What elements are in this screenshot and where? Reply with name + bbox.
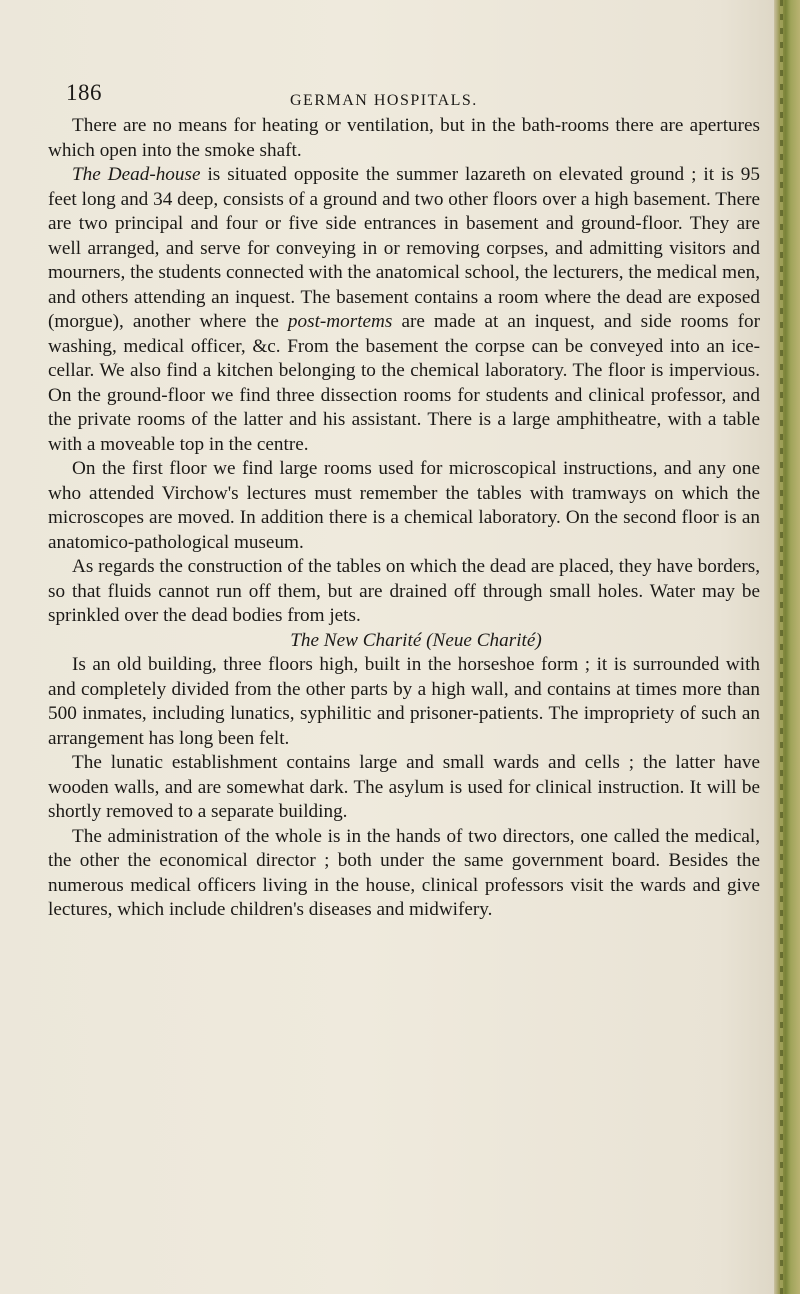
text-run: is situated opposite the summer lazareth on elevated ground ; it is 95 feet long and 34 deep, consists of a ground and two other floors over a high basement. There are two principal and four or five side entrances in basement and ground-floor. They are well arranged, and serve for conveying in or removing corpses, and admitting visitors and mourners, the students connected with the anatomical school, the lecturers, the medical men, and others attending an inquest. The basement contains a room where the dead are exposed (morgue), another where the [48,164,760,332]
paragraph [48,653,760,751]
italic-text-run: post-mortems [287,311,393,332]
text-run: The administration of the whole is in the hands of two directors, one called the medical, the other the economical director ; both under the same government board. Besides the numerous medical officers living in the house, clinical professors visit the wards and give lectures, which include children's diseases and midwifery. [48,825,760,920]
page-number: 186 [66,80,102,105]
text-run: As regards the construction of the tables on which the dead are placed, they have borders, so that fluids cannot run off them, but are drained off through small holes. Water may be sprinkled over the dead bodies from jets. [48,556,760,626]
text-run: On the first floor we find large rooms used for microscopical instructions, and any one who attended Virchow's lectures must remember the tables with tramways on which the microscopes are moved. In addition there is a chemical laboratory. On the second floor is an anatomico-pathological museum. [48,458,760,553]
paragraph [48,555,760,629]
paragraph [48,825,760,923]
italic-text-run: The Dead-house [72,164,201,185]
text-run: The lunatic establishment contains large and small wards and cells ; the latter have wooden walls, and are somewhat dark. The asylum is used for clinical instruction. It will be shortly removed to a separate building. [48,752,760,822]
page-binding-edge [774,0,800,1294]
paragraph [48,751,760,825]
paragraph [48,457,760,555]
text-run: are made at an inquest, and side rooms for washing, medical officer, &c. From the basement the corpse can be conveyed into an ice-cellar. We also find a kitchen belonging to the chemical laboratory. The floor is impervious. On the ground-floor we find three dissection rooms for students and clinical professor, and the private rooms of the latter and his assistant. There is a large amphitheatre, with a table with a moveable top in the centre. [48,311,760,455]
text-run: There are no means for heating or ventilation, but in the bath-rooms there are apertures which open into the smoke shaft. [48,115,760,161]
running-title: GERMAN HOSPITALS. [290,92,478,109]
text-run: Is an old building, three floors high, built in the horseshoe form ; it is surrounded with and completely divided from the other parts by a high wall, and contains at times more than 500 inmates, including lunatics, syphilitic and prisoner-patients. The impropriety of such an arrangement has long been felt. [48,654,760,749]
paragraph [48,114,760,163]
section-heading: The New Charité (Neue Charité) [290,629,542,651]
body-text [48,114,760,923]
paragraph [48,163,760,457]
